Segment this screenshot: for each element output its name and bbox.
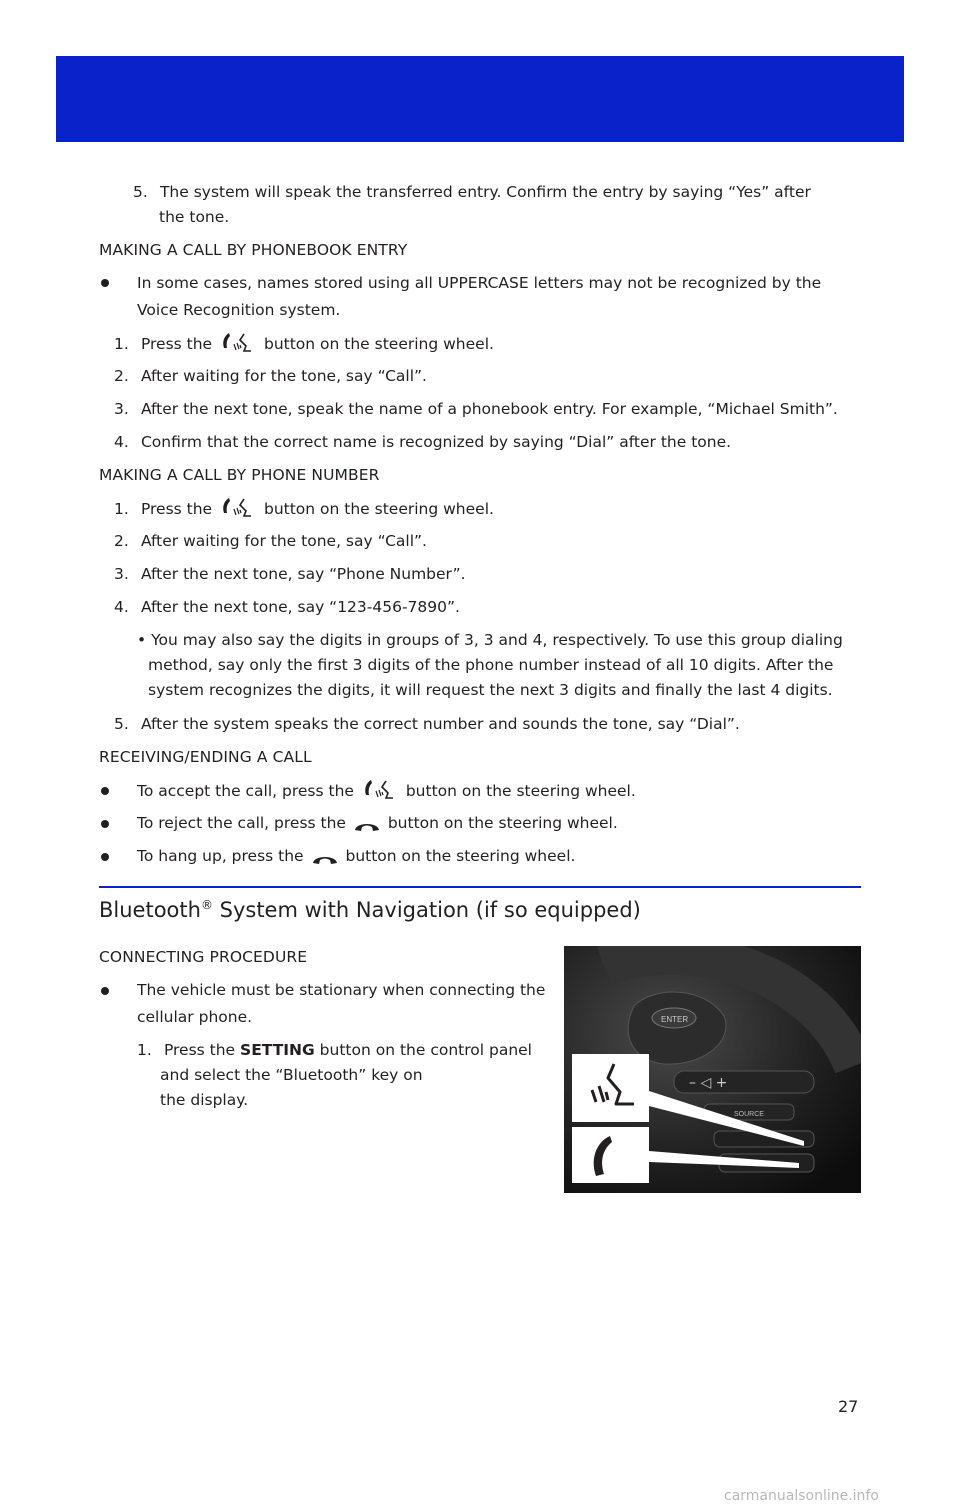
number-step-5: 5. After the system speaks the correct number and sounds the tone, say “Dial”. [114, 715, 740, 733]
bullet [101, 987, 109, 995]
group-dialing-note-cont2: system recognizes the digits, it will request the next 3 digits and finally the last 4 digits. [148, 681, 833, 699]
receiving-heading: RECEIVING/ENDING A CALL [99, 748, 312, 766]
watermark-link[interactable]: carmanualsonline.info [724, 1488, 879, 1504]
bullet [101, 853, 109, 861]
connect-step-1-cont2: the display. [160, 1091, 249, 1109]
bullet [101, 279, 109, 287]
transfer-step-5-cont: the tone. [159, 208, 230, 226]
page-number: 27 [838, 1397, 859, 1416]
phone-voice-icon [220, 332, 256, 360]
steering-wheel-photo [564, 946, 861, 1193]
section-title: Bluetooth® System with Navigation (if so equipped) [99, 898, 641, 922]
hang-up-icon [312, 850, 338, 872]
phonebook-note: In some cases, names stored using all UPPERCASE letters may not be recognized by the [137, 274, 822, 292]
header-banner [56, 56, 904, 142]
svg-text:– ◁ +: – ◁ + [689, 1075, 728, 1091]
accept-call-item: To accept the call, press the button on the steering wheel. [137, 779, 636, 807]
hang-up-item: To hang up, press the button on the steering wheel. [137, 845, 575, 872]
stationary-note: The vehicle must be stationary when connecting the [137, 981, 546, 999]
group-dialing-note-cont: method, say only the first 3 digits of the phone number instead of all 10 digits. After the [148, 656, 834, 674]
phonebook-note-cont: Voice Recognition system. [137, 301, 341, 319]
group-dialing-note: • You may also say the digits in groups of 3, 3 and 4, respectively. To use this group dialing [137, 631, 843, 649]
phonebook-step-4: 4. Confirm that the correct name is recognized by saying “Dial” after the tone. [114, 433, 732, 451]
phone-voice-icon [362, 779, 398, 807]
transfer-step-5: 5. The system will speak the transferred entry. Confirm the entry by saying “Yes” after [133, 183, 811, 201]
number-step-2: 2. After waiting for the tone, say “Call”. [114, 532, 427, 550]
bullet [101, 787, 109, 795]
section-divider [99, 886, 861, 888]
phonebook-step-1: 1. Press the button on the steering wheel. [114, 332, 494, 360]
stationary-note-cont: cellular phone. [137, 1008, 253, 1026]
connecting-heading: CONNECTING PROCEDURE [99, 948, 308, 966]
phonebook-heading: MAKING A CALL BY PHONEBOOK ENTRY [99, 241, 408, 259]
connect-step-1: 1. Press the SETTING button on the control panel [137, 1041, 532, 1059]
source-button-label: SOURCE [734, 1111, 764, 1118]
phone-voice-icon [220, 497, 256, 525]
hang-up-icon [354, 817, 380, 839]
number-step-3: 3. After the next tone, say “Phone Number”. [114, 565, 466, 583]
reject-call-item: To reject the call, press the button on the steering wheel. [137, 812, 618, 839]
connect-step-1-cont: and select the “Bluetooth” key on [160, 1066, 423, 1084]
phonebook-step-2: 2. After waiting for the tone, say “Call”. [114, 367, 427, 385]
number-step-4: 4. After the next tone, say “123-456-7890”. [114, 598, 460, 616]
enter-button-label: ENTER [661, 1015, 689, 1024]
phone-number-heading: MAKING A CALL BY PHONE NUMBER [99, 466, 380, 484]
bullet [101, 820, 109, 828]
number-step-1: 1. Press the button on the steering wheel. [114, 497, 494, 525]
phonebook-step-3: 3. After the next tone, speak the name of a phonebook entry. For example, “Michael Smith”. [114, 400, 838, 418]
